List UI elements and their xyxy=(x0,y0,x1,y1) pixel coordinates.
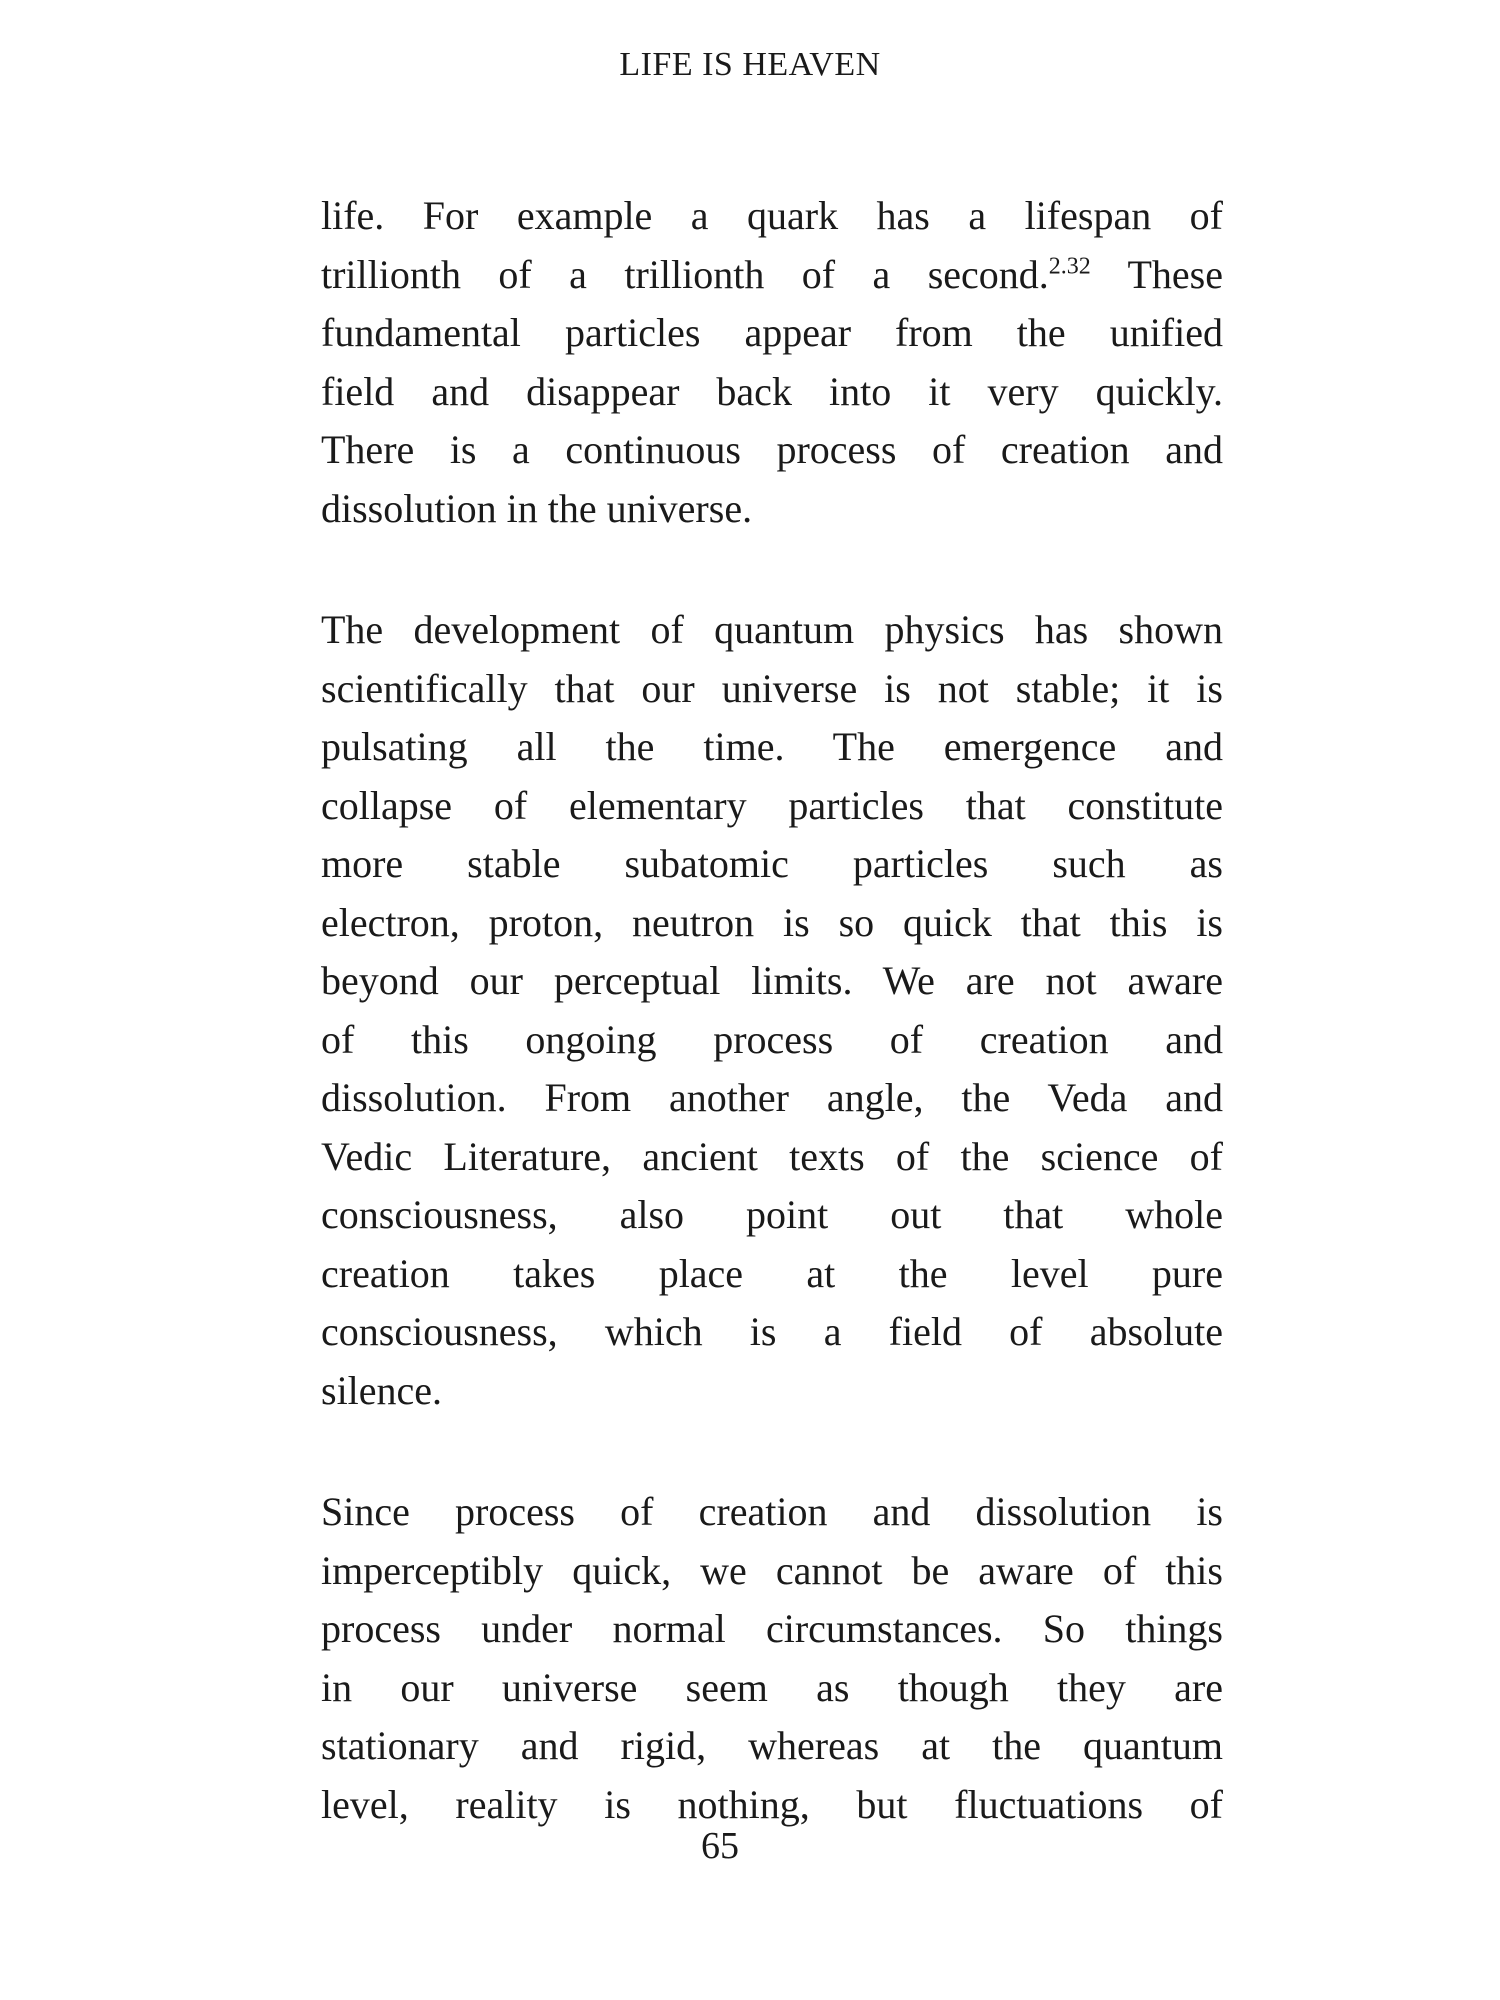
text-line: scientifically that our universe is not stable; it is xyxy=(321,665,1223,711)
text-line: life. For example a quark has a lifespan of xyxy=(321,193,1223,238)
text-line: consciousness, also point out that whole xyxy=(321,1192,1223,1237)
text-line: beyond our perceptual limits. We are not aware xyxy=(321,958,1223,1003)
text-line: dissolution. From another angle, the Veda and xyxy=(321,1075,1223,1120)
text-line: consciousness, which is a field of absolute xyxy=(321,1309,1223,1354)
paragraph xyxy=(321,187,1223,538)
text-line: There is a continuous process of creation and xyxy=(321,427,1223,472)
text-line: field and disappear back into it very quickly. xyxy=(321,368,1223,414)
page-number: 65 xyxy=(701,1825,739,1867)
text-line: level, reality is nothing, but fluctuations of xyxy=(321,1781,1223,1827)
paragraph xyxy=(321,1483,1223,1834)
text-line: The development of quantum physics has shown xyxy=(321,607,1223,652)
text-line: dissolution in the universe. xyxy=(321,485,753,531)
text-line: process under normal circumstances. So things xyxy=(321,1606,1223,1651)
text-line: of this ongoing process of creation and xyxy=(321,1016,1223,1062)
paragraph xyxy=(321,601,1223,1420)
text-line-part: These xyxy=(1090,251,1223,297)
text-line: electron, proton, neutron is so quick that this is xyxy=(321,899,1223,945)
text-line: silence. xyxy=(321,1367,443,1413)
text-line: creation takes place at the level pure xyxy=(321,1250,1223,1296)
text-line: fundamental particles appear from the unified xyxy=(321,310,1223,355)
text-line: pulsating all the time. The emergence and xyxy=(321,724,1223,769)
text-line: collapse of elementary particles that constitute xyxy=(321,782,1223,828)
text-line: stationary and rigid, whereas at the quantum xyxy=(321,1723,1223,1768)
footnote-reference: 2.32 xyxy=(1048,253,1091,280)
text-line: in our universe seem as though they are xyxy=(321,1664,1223,1710)
text-line: more stable subatomic particles such as xyxy=(321,841,1223,886)
text-line: imperceptibly quick, we cannot be aware of this xyxy=(321,1547,1223,1593)
running-header: LIFE IS HEAVEN xyxy=(619,46,881,83)
text-line: Vedic Literature, ancient texts of the science of xyxy=(321,1133,1223,1179)
text-line: Since process of creation and dissolution is xyxy=(321,1489,1223,1534)
text-line-part: trillionth of a trillionth of a second. xyxy=(321,251,1049,297)
text-line xyxy=(321,246,1223,305)
